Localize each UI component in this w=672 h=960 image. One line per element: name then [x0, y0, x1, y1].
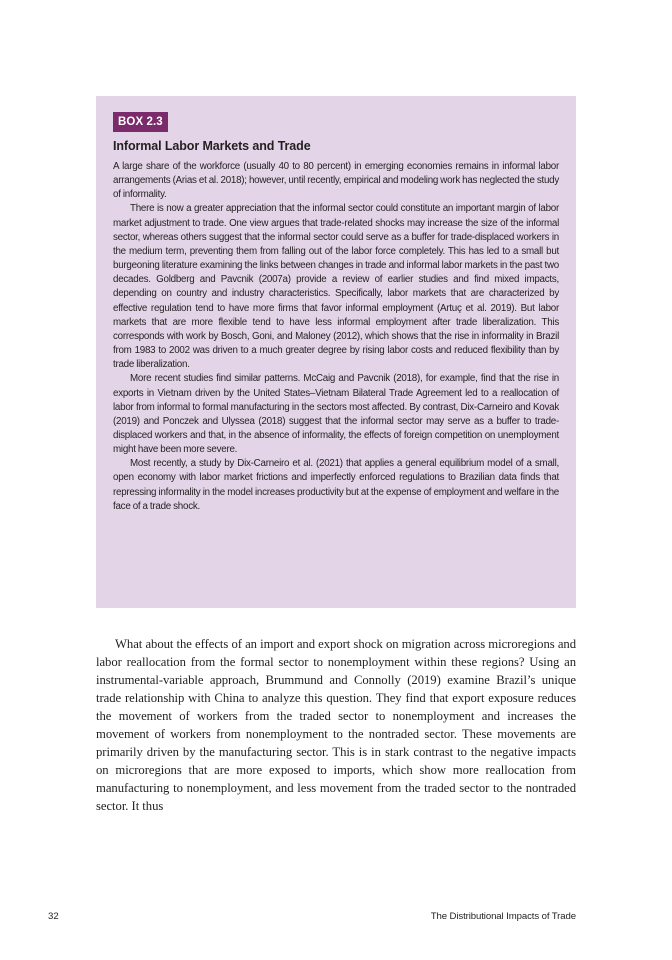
box-paragraph: More recent studies find similar patterns. McCaig and Pavcnik (2018), for example, find that the rise in exports in Vietnam driven by the United States–Vietnam Bilateral Trade Agreement led to a reallocation of labor from informal to formal manufacturing in the sectors most affected. By contrast, Dix-Carneiro and Kovak (2019) and Ponczek and Ulyssea (2018) suggest that the informal sector may serve as a buffer to trade-displaced workers and that, in the absence of informality, the effects of foreign competition on unemployment might have been more severe. [113, 373, 559, 456]
box-paragraph: Most recently, a study by Dix-Carneiro et al. (2021) that applies a general equilibrium model of a small, open economy with labor market frictions and imperfectly enforced regulations to Brazilian data finds that repressing informality in the model increases productivity but at the expense of employment and welfare in the face of a trade shock. [113, 458, 559, 512]
box-body [113, 160, 559, 514]
running-title: The Distributional Impacts of Trade [430, 911, 576, 922]
main-text [96, 635, 576, 815]
box-label: BOX 2.3 [113, 112, 168, 132]
page-number: 32 [48, 911, 59, 922]
body-paragraph: What about the effects of an import and export shock on migration across microregions and labor reallocation from the formal sector to nonemployment within these regions? Using an instrumental-variable approach, Brummund and Connolly (2019) examine Brazil’s unique trade relationship with China to analyze this question. They find that export exposure reduces the movement of workers from the traded sector to nonemployment and increases the movement of workers from nonemployment to the nontraded sector. These movements are primarily driven by the manufacturing sector. This is in stark contrast to the negative impacts on microregions that are more exposed to imports, which show more reallocation from manufacturing to nonemployment, and less movement from the traded sector to the nontraded sector. It thus [96, 637, 576, 814]
box-paragraph: There is now a greater appreciation that the informal sector could constitute an important margin of labor market adjustment to trade. One view argues that trade-related shocks may increase the size of the informal sector, whereas others suggest that the informal sector could serve as a buffer for trade-displaced workers in the medium term, preventing them from falling out of the labor force completely. This has led to a small but burgeoning literature examining the links between changes in trade and informal labor markets in the past two decades. Goldberg and Pavcnik (2007a) provide a review of earlier studies and find mixed impacts, depending on country and industry characteristics. Specifically, labor markets that are characterized by effective regulation tend to have more firms that favor informal employment (Artuç et al. 2019). But labor markets that are more flexible tend to have less informal employment after trade liberalization. This corresponds with work by Bosch, Goni, and Maloney (2012), which shows that the rise in informality in Brazil from 1983 to 2002 was driven to a much greater degree by rising labor costs and reduced flexibility than by trade liberalization. [113, 203, 559, 371]
box-paragraph: A large share of the workforce (usually 40 to 80 percent) in emerging economies remains in informal labor arrangements (Arias et al. 2018); however, until recently, empirical and modeling work has neglected the study of informality. [113, 161, 559, 201]
box-2-3 [96, 96, 576, 608]
box-title: Informal Labor Markets and Trade [113, 139, 311, 153]
